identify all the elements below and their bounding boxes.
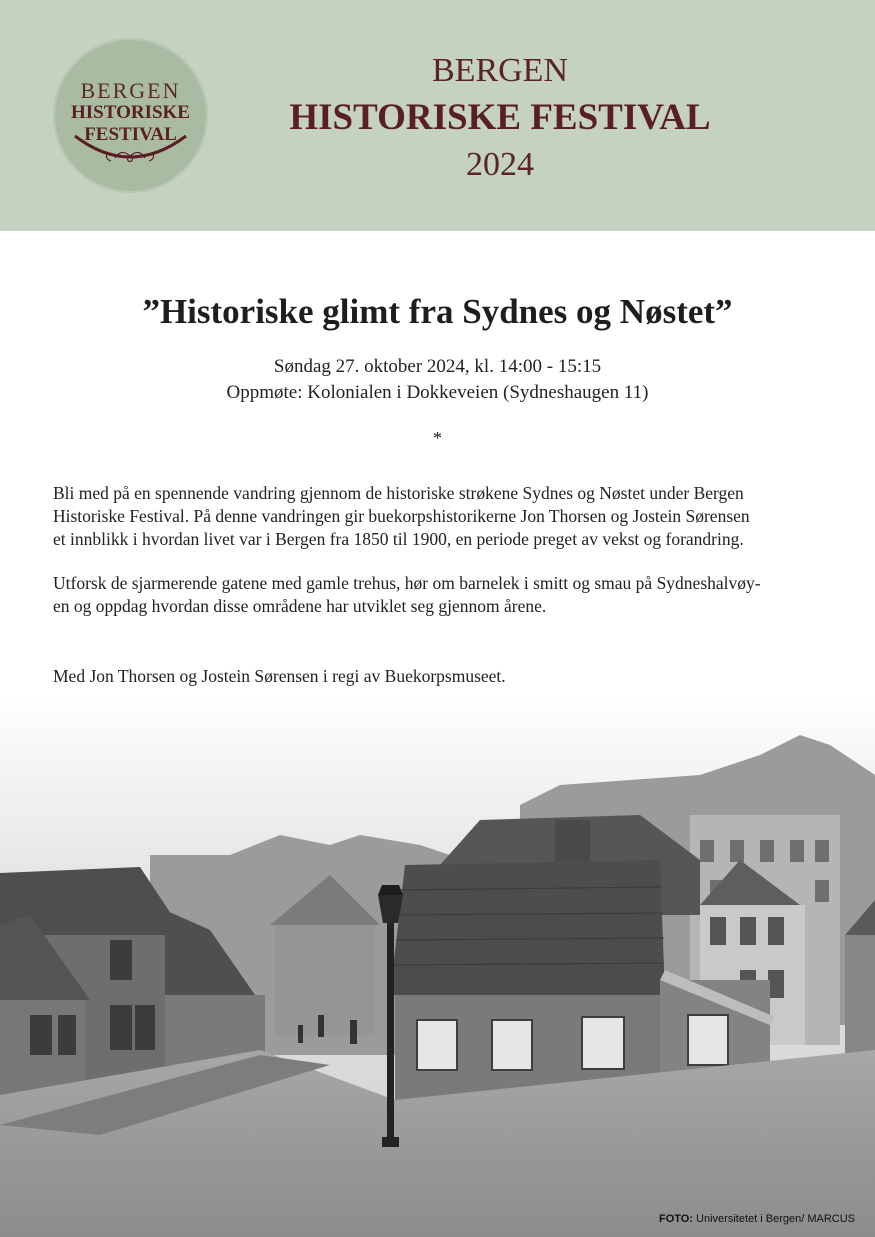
explore-paragraph [53,572,833,618]
event-date-time: Søndag 27. oktober 2024, kl. 14:00 - 15:15 [273,356,602,377]
organizer-paragraph: Med Jon Thorsen og Jostein Sørensen i regi av Buekorpsmuseet. [53,666,506,686]
header-title-bergen: BERGEN [432,52,568,89]
explore-line: Utforsk de sjarmerende gatene med gamle trehus, hør om barnelek i smitt og smau på Sydneshalvøy- [53,573,761,593]
intro-line: Bli med på en spennende vandring gjennom de historiske strøkene Sydnes og Nøstet under Bergen [53,483,744,503]
photo-credit-text: Universitetet i Bergen/ MARCUS [696,1213,855,1225]
logo-text-festival: FESTIVAL [84,124,177,145]
intro-line: Historiske Festival. På denne vandringen gir buekorpshistorikerne Jon Thorsen og Jostein Sørensen [53,506,750,526]
festival-logo [53,38,208,193]
header-banner [0,0,875,231]
logo-text-bergen: BERGEN [80,78,181,103]
photo-credit-label: FOTO: [658,1213,693,1225]
photo-credit [659,1213,855,1225]
header-title-year: 2024 [466,146,534,183]
event-title: ”Historiske glimt fra Sydnes og Nøstet” [142,292,733,331]
explore-line: en og oppdag hvordan disse områdene har utviklet seg gjennom årene. [53,596,547,616]
event-meeting-point: Oppmøte: Kolonialen i Dokkeveien (Sydneshaugen 11) [226,382,649,403]
historic-street-photo [0,695,875,1237]
intro-paragraph [53,482,833,551]
intro-line: et innblikk i hvordan livet var i Bergen fra 1850 til 1900, en periode preget av vekst og forandring. [53,529,744,549]
separator-star: * [433,428,442,448]
logo-text-historiske: HISTORISKE [71,102,190,123]
header-title-festival: HISTORISKE FESTIVAL [289,97,711,138]
